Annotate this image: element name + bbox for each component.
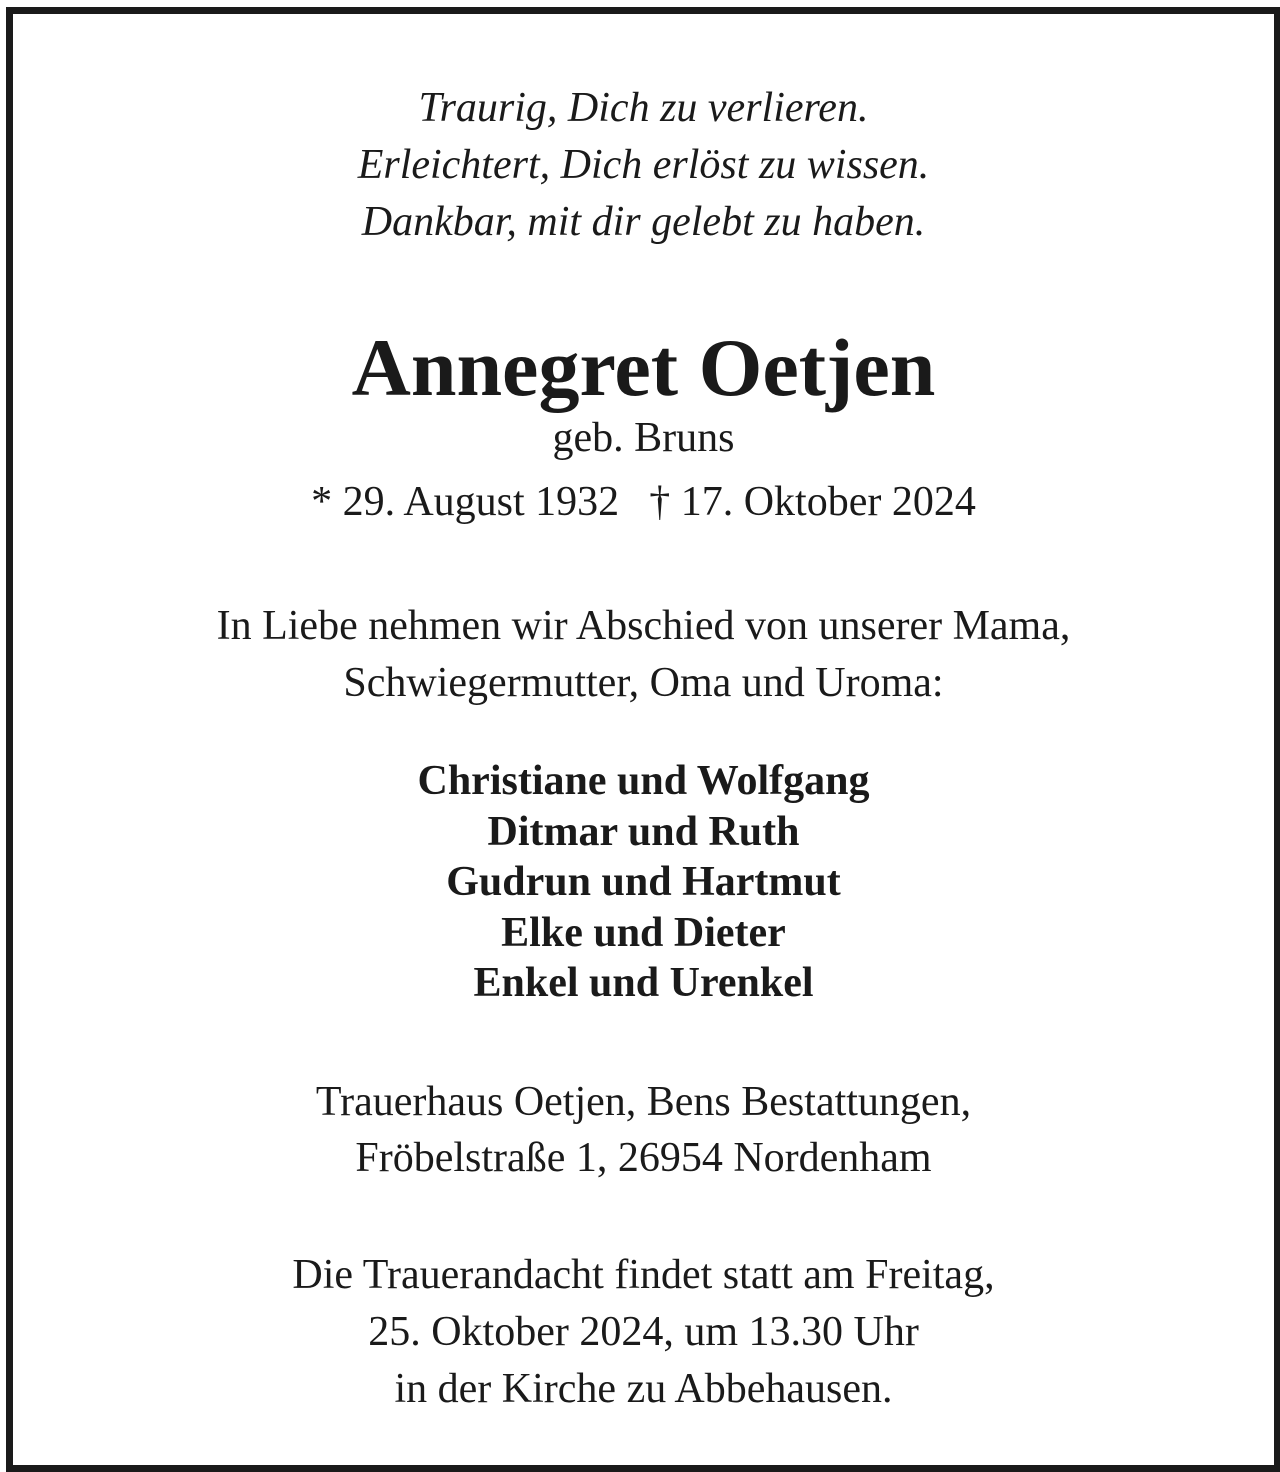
farewell-line: Schwiegermutter, Oma und Uroma:	[343, 660, 944, 706]
mourning-house-address	[13, 1074, 1274, 1186]
service-line: Die Trauerandacht findet statt am Freitag,	[292, 1252, 995, 1298]
motto-line: Erleichtert, Dich erlöst zu wissen.	[357, 142, 930, 188]
deceased-name: Annegret Oetjen	[351, 322, 936, 413]
mourner-entry: Gudrun und Hartmut	[446, 859, 841, 905]
maiden-name: geb. Bruns	[552, 415, 735, 461]
address-line: Trauerhaus Oetjen, Bens Bestattungen,	[315, 1079, 972, 1125]
farewell-line: In Liebe nehmen wir Abschied von unserer Mama,	[216, 603, 1071, 649]
service-line: 25. Oktober 2024, um 13.30 Uhr	[368, 1309, 919, 1355]
motto-line: Traurig, Dich zu verlieren.	[418, 85, 869, 131]
birth-date: * 29. August 1932	[311, 479, 620, 525]
mourners-list	[13, 756, 1274, 1009]
mourner-entry: Ditmar und Ruth	[487, 808, 800, 855]
service-line: in der Kirche zu Abbehausen.	[394, 1366, 893, 1412]
mourner-entry: Enkel und Urenkel	[473, 960, 814, 1006]
death-date: † 17. Oktober 2024	[649, 479, 976, 525]
motto-verse	[13, 80, 1274, 251]
motto-line: Dankbar, mit dir gelebt zu haben.	[361, 199, 926, 245]
life-dates	[13, 474, 1274, 530]
service-info	[13, 1247, 1274, 1418]
mourner-entry: Elke und Dieter	[501, 909, 786, 956]
farewell-text	[13, 598, 1274, 712]
obituary-frame	[6, 7, 1280, 1472]
address-line: Fröbelstraße 1, 26954 Nordenham	[355, 1135, 932, 1181]
mourner-entry: Christiane und Wolfgang	[417, 758, 870, 804]
